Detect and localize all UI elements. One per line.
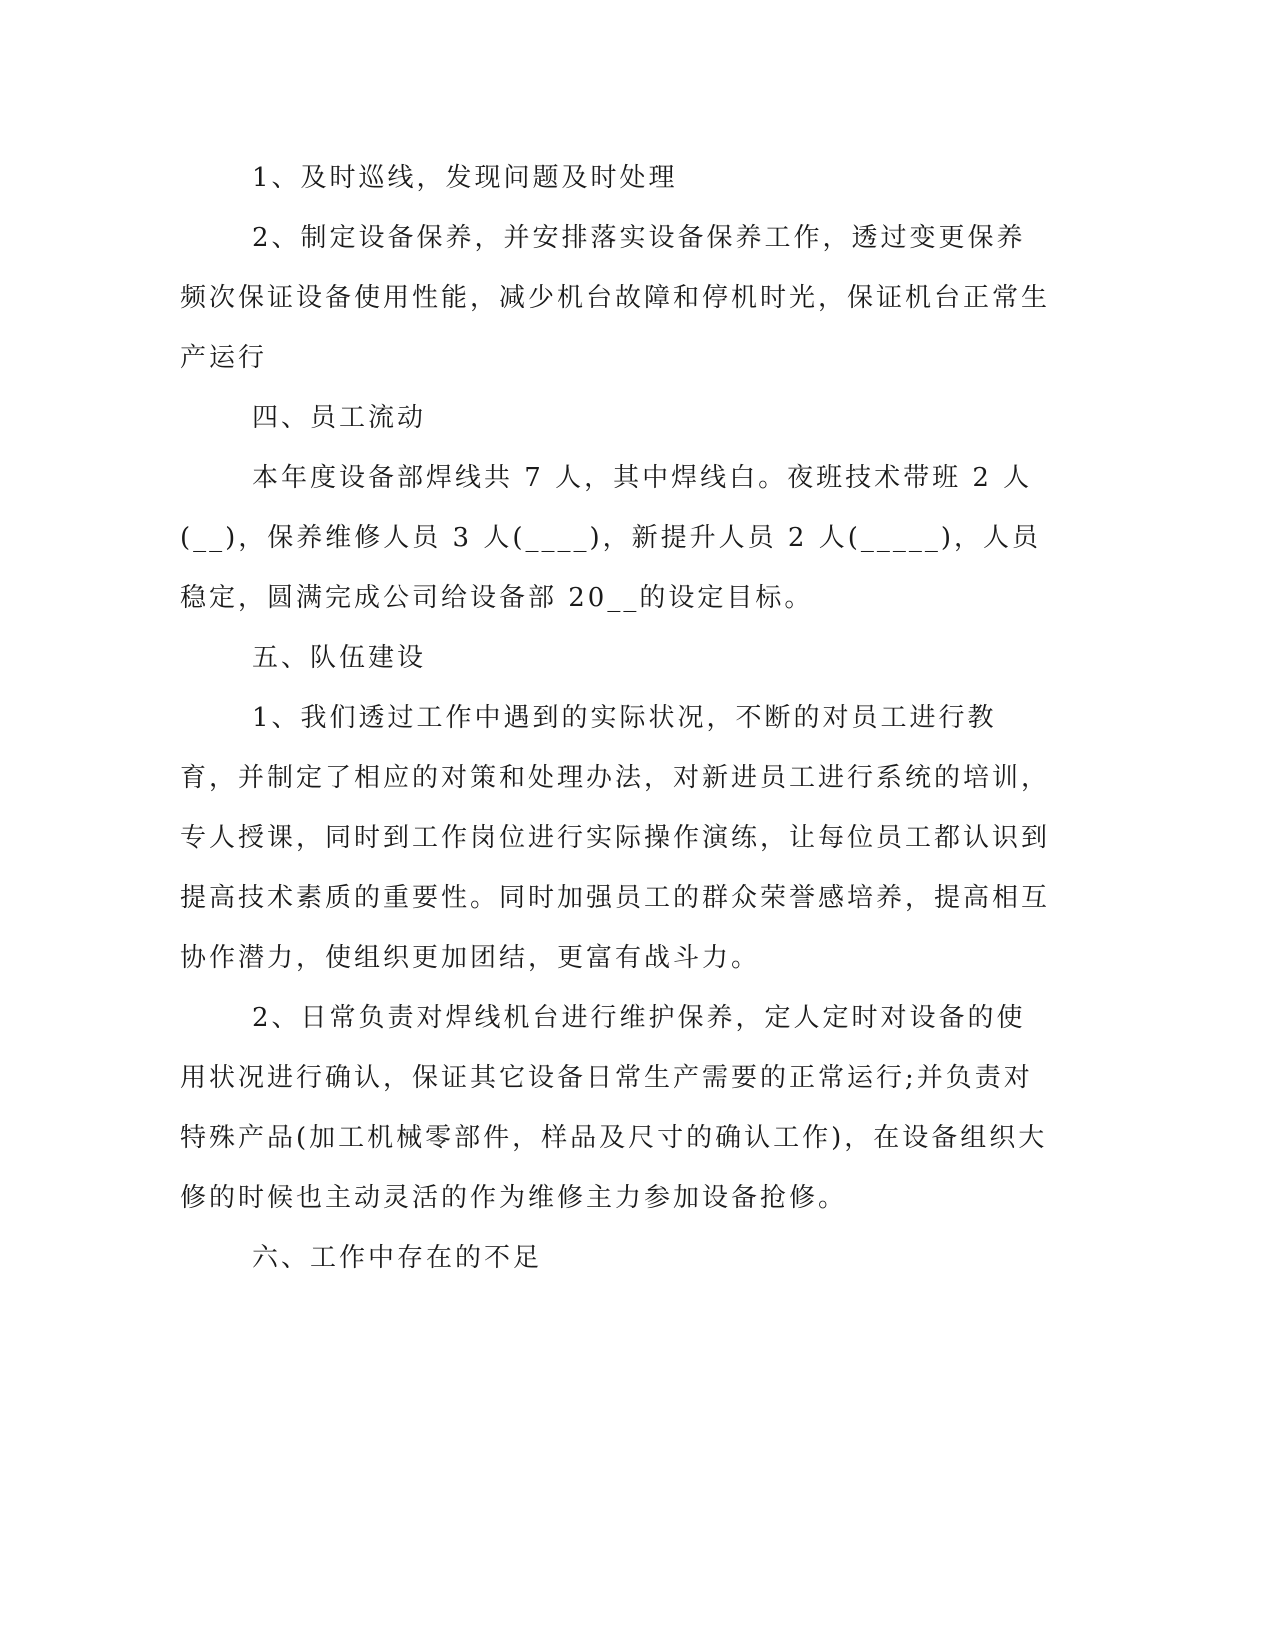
paragraph-team-building-1: 1、我们透过工作中遇到的实际状况，不断的对员工进行教育，并制定了相应的对策和处理办法，对新进员工进行系统的培训，专人授课，同时到工作岗位进行实际操作演练，让每位员工都认识到提高技术素质的重要性。同时加强员工的群众荣誉感培养，提高相互协作潜力，使组织更加团结，更富有战斗力。 <box>180 703 1051 973</box>
paragraph-item-1: 1、及时巡线，发现问题及时处理 <box>252 163 678 193</box>
document-body <box>180 148 1050 1288</box>
paragraph-item-2: 2、制定设备保养，并安排落实设备保养工作，透过变更保养频次保证设备使用性能，减少机台故障和停机时光，保证机台正常生产运行 <box>180 223 1051 373</box>
section-heading-shortcomings: 六、工作中存在的不足 <box>252 1243 543 1273</box>
section-heading-team-building: 五、队伍建设 <box>252 643 427 673</box>
paragraph-team-building-2: 2、日常负责对焊线机台进行维护保养，定人定时对设备的使用状况进行确认，保证其它设备日常生产需要的正常运行;并负责对特殊产品(加工机械零部件，样品及尺寸的确认工作)，在设备组织大修的时候也主动灵活的作为维修主力参加设备抢修。 <box>180 1003 1048 1213</box>
section-heading-staff-flow: 四、员工流动 <box>252 403 427 433</box>
paragraph-staff-flow: 本年度设备部焊线共 7 人，其中焊线白。夜班技术带班 2 人(__)，保养维修人员 3 人(____)，新提升人员 2 人(_____)，人员稳定，圆满完成公司给设备部 20__的设定目标。 <box>180 463 1042 613</box>
